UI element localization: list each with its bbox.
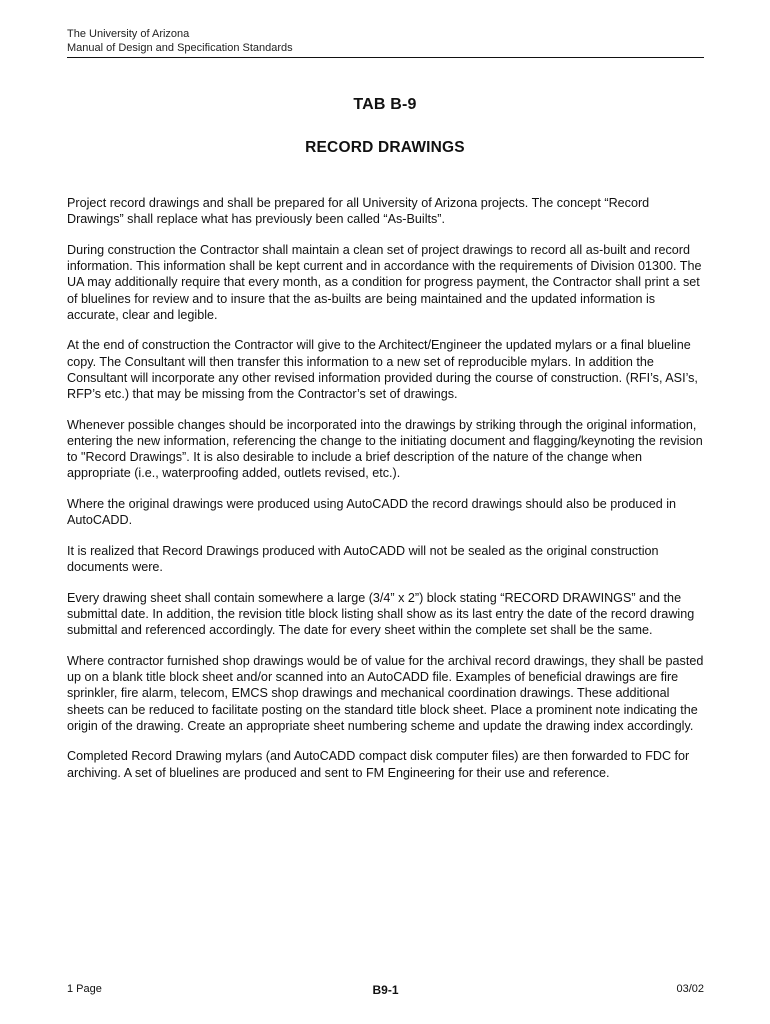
document-title: RECORD DRAWINGS (305, 139, 465, 156)
tab-title: TAB B-9 (353, 96, 417, 113)
paragraph: It is realized that Record Drawings produced with AutoCADD will not be sealed as the original construction documents were. (67, 543, 659, 575)
paragraph: At the end of construction the Contractor will give to the Architect/Engineer the updated mylars or a final blueline copy. The Consultant will then transfer this information to a new set of reproducible mylars. In addition the Consultant will incorporate any other revised information provided during the course of construction. (RFI’s, ASI’s, RFP’s etc.) that may be missing from the Contractor’s set of drawings. (67, 338, 698, 402)
header-divider (67, 57, 704, 58)
page-header (67, 27, 704, 55)
header-institution: The University of Arizona (67, 28, 190, 40)
paragraph: Where contractor furnished shop drawings would be of value for the archival record drawings, they shall be pasted up on a blank title block sheet and/or scanned into an AutoCADD file. Examples of beneficial drawings are fire sprinkler, fire alarm, telecom, EMCS shop drawings and mechanical coordination drawings. These additional sheets can be reduced to facilitate posting on the standard title block sheet. Place a prominent note indicating the origin of the drawing. Create an appropriate sheet numbering scheme and update the drawing index accordingly. (67, 653, 704, 733)
page-footer (67, 983, 704, 999)
paragraph: Every drawing sheet shall contain somewhere a large (3/4” x 2”) block stating “RECORD DRAWINGS” and the submittal date. In addition, the revision title block listing shall show as its last entry the date of the record drawing submittal and referenced accordingly. The date for every sheet within the complete set shall be the same. (67, 590, 695, 638)
paragraph: Project record drawings and shall be prepared for all University of Arizona projects. The concept “Record Drawings” shall replace what has previously been called “As-Builts”. (67, 196, 650, 227)
paragraph: During construction the Contractor shall maintain a clean set of project drawings to record all as-built and record information. This information shall be kept current and in accordance with the requirements of Division 01300. The UA may additionally require that every month, as a condition for progress payment, the Contractor shall print a set of bluelines for review and to insure that the as-builts are being maintained and the updated information is accurate, clear and legible. (67, 242, 702, 322)
footer-page-number: B9-1 (372, 983, 399, 997)
document-body (67, 195, 707, 795)
paragraph: Completed Record Drawing mylars (and AutoCADD compact disk computer files) are then forwarded to FDC for archiving. A set of bluelines are produced and sent to FM Engineering for their use and reference. (67, 749, 690, 780)
paragraph: Whenever possible changes should be incorporated into the drawings by striking through the original information, entering the new information, referencing the change to the initiating document and flagging/keynoting the revision to "Record Drawings”. It is also desirable to include a brief description of the nature of the change when appropriate (i.e., waterproofing added, outlets revised, etc.). (67, 417, 703, 481)
footer-date: 03/02 (676, 983, 704, 995)
footer-page-label: 1 Page (67, 983, 102, 995)
header-manual-title: Manual of Design and Specification Standards (67, 42, 293, 54)
paragraph: Where the original drawings were produced using AutoCADD the record drawings should also be produced in AutoCADD. (67, 497, 677, 528)
